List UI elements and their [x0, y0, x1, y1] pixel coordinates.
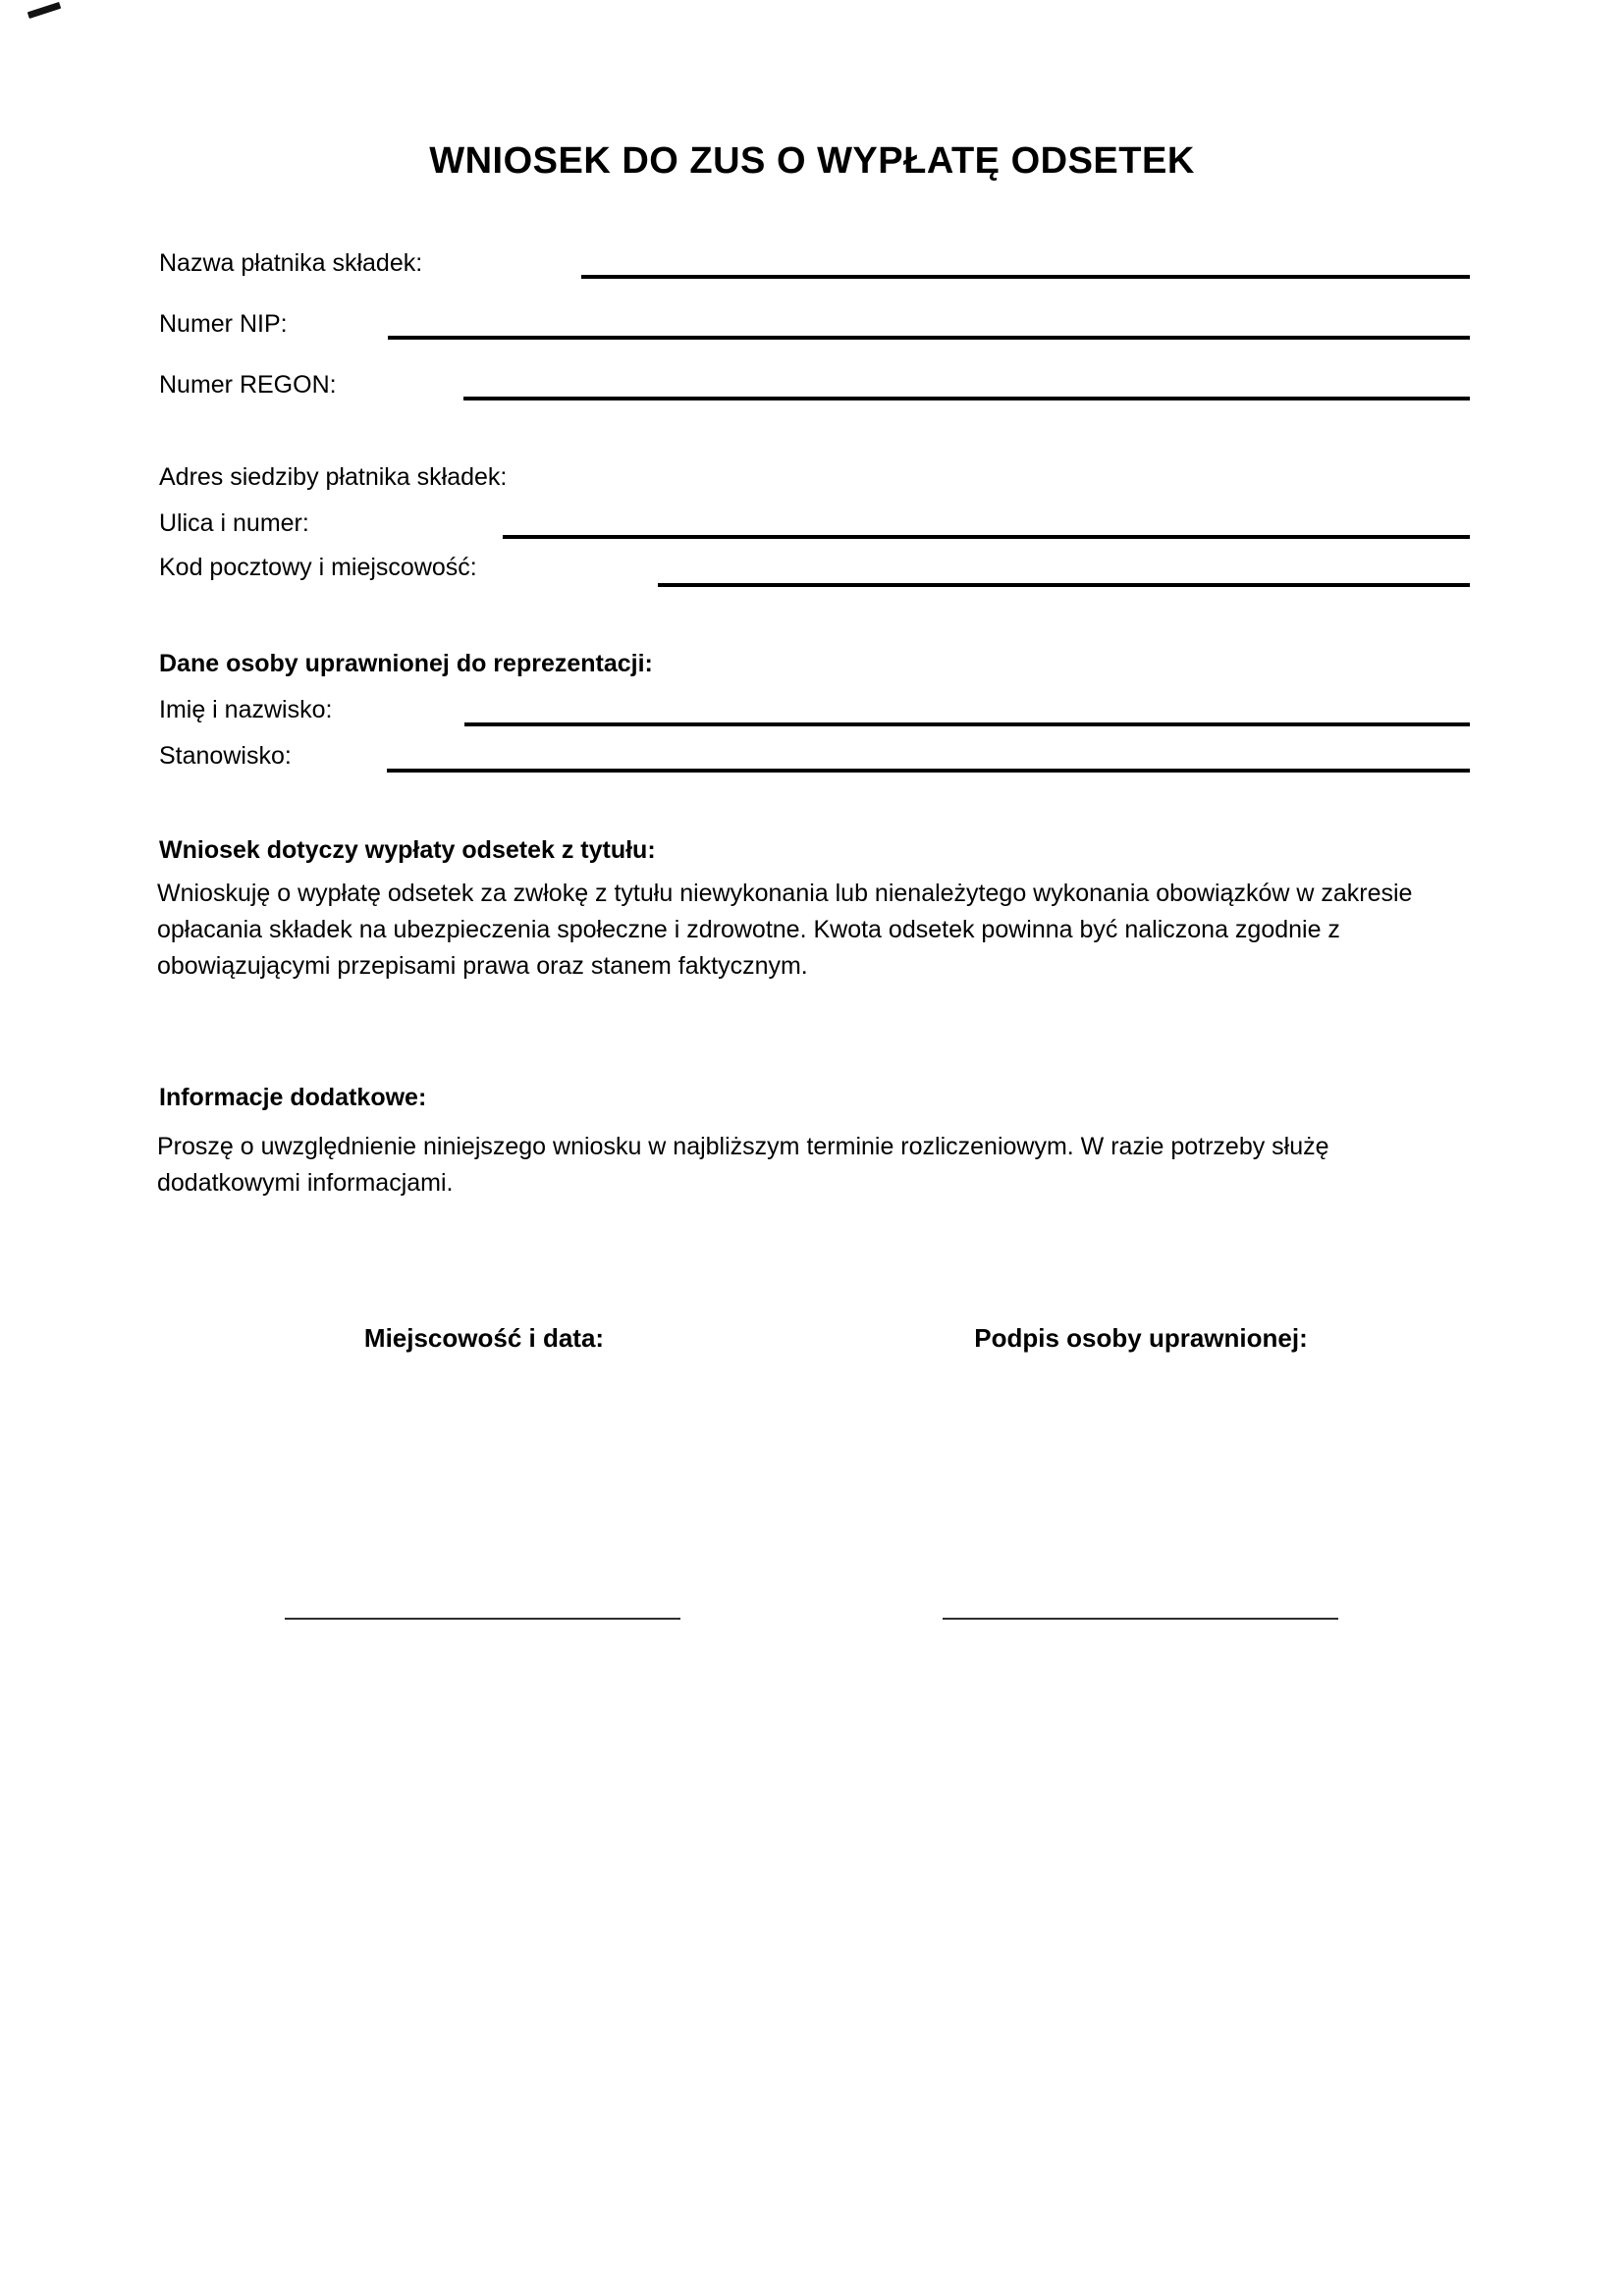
regon-label: Numer REGON:	[159, 371, 337, 399]
position-label: Stanowisko:	[159, 742, 292, 770]
payer-name-blank-line	[581, 275, 1470, 279]
place-date-signature-line	[285, 1618, 680, 1620]
representative-section-heading: Dane osoby uprawnionej do reprezentacji:	[159, 650, 653, 677]
nip-blank-line	[388, 336, 1470, 340]
full-name-blank-line	[464, 722, 1470, 726]
signature-label: Podpis osoby uprawnionej:	[974, 1323, 1308, 1353]
additional-info-heading: Informacje dodatkowe:	[159, 1084, 427, 1111]
payer-name-label: Nazwa płatnika składek:	[159, 249, 423, 277]
corner-mark	[27, 2, 61, 19]
regon-blank-line	[463, 397, 1470, 400]
street-label: Ulica i numer:	[159, 509, 309, 537]
street-blank-line	[503, 535, 1470, 539]
address-section-heading: Adres siedziby płatnika składek:	[159, 463, 508, 491]
postal-city-label: Kod pocztowy i miejscowość:	[159, 554, 477, 581]
nip-label: Numer NIP:	[159, 310, 288, 338]
full-name-label: Imię i nazwisko:	[159, 696, 333, 723]
request-body-paragraph: Wnioskuję o wypłatę odsetek za zwłokę z tytułu niewykonania lub nienależytego wykonania obowiązków w zakresie opłacania składek na ubezpieczenia społeczne i zdrowotne. Kwota odsetek powinna być naliczona zgodnie z obowiązującymi przepisami prawa oraz stanem faktycznym.	[157, 880, 1413, 980]
request-section-heading: Wniosek dotyczy wypłaty odsetek z tytułu:	[159, 836, 656, 864]
authorized-signature-line	[943, 1618, 1338, 1620]
additional-info-paragraph: Proszę o uwzględnienie niniejszego wniosku w najbliższym terminie rozliczeniowym. W razie potrzeby służę dodatkowymi informacjami.	[157, 1133, 1329, 1197]
form-title: WNIOSEK DO ZUS O WYPŁATĘ ODSETEK	[429, 140, 1195, 183]
position-blank-line	[387, 769, 1470, 773]
place-date-label: Miejscowość i data:	[363, 1323, 605, 1353]
postal-city-blank-line	[658, 583, 1470, 587]
